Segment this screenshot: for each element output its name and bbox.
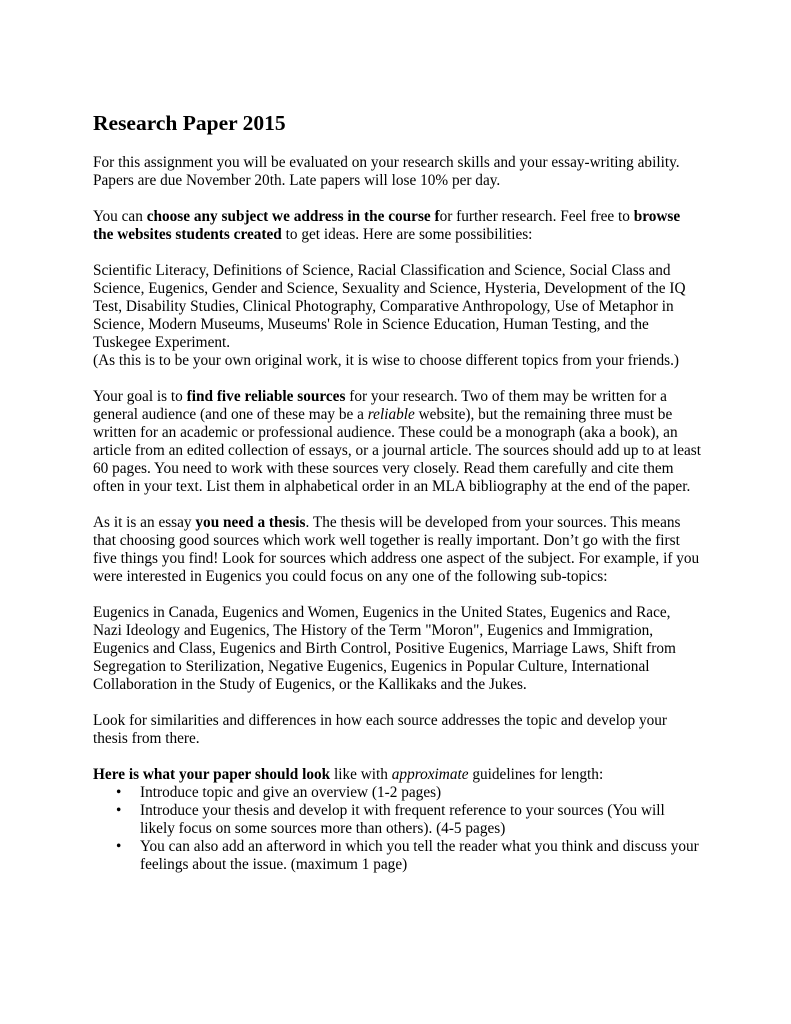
- choose-subject-paragraph: [93, 208, 703, 244]
- bullet-icon: •: [116, 838, 122, 855]
- text-run: like with: [330, 766, 392, 783]
- list-item: [93, 838, 703, 874]
- topics-note: (As this is to be your own original work, it is wise to choose different topics from your friends.): [93, 352, 680, 369]
- bold-run: find five reliable sources: [186, 388, 346, 405]
- text-run: to get ideas. Here are some possibilities:: [281, 226, 533, 243]
- text-run: guidelines for length:: [468, 766, 604, 783]
- structure-list: [93, 784, 703, 874]
- intro-paragraph: [93, 154, 703, 190]
- bold-run: you need a thesis: [195, 514, 306, 531]
- text-run: You can: [93, 208, 147, 225]
- topics-paragraph: [93, 262, 703, 370]
- topics-list: Scientific Literacy, Definitions of Science, Racial Classification and Science, Social Class and Science, Eugenics, Gender and Science, Sexuality and Science, Hysteria, Development of the IQ Test, Disability Studies, Clinical Photography, Comparative Anthropology, Use of Metaphor in Science, Modern Museums, Museums' Role in Science Education, Human Testing, and the Tuskegee Experiment.: [93, 262, 686, 351]
- text-run: Your goal is to: [93, 388, 187, 405]
- similarities-paragraph: Look for similarities and differences in how each source addresses the topic and develop your thesis from there.: [93, 712, 668, 747]
- sources-paragraph: [93, 388, 703, 496]
- list-item: [93, 802, 703, 838]
- list-item-text: Introduce your thesis and develop it with frequent reference to your sources (You will likely focus on some sources more than others). (4-5 pages): [140, 802, 665, 837]
- bullet-icon: •: [116, 802, 122, 819]
- italic-run: reliable: [367, 406, 415, 423]
- text-run: . The thesis will be developed from your sources. This means that choosing good sources which work well together is really important. Don’t go with the first five things you find! Look for sources which address one aspect of the subject. For example, if you were interested in Eugenics you could focus on any one of the following sub-topics:: [93, 514, 700, 585]
- intro-line-1: For this assignment you will be evaluated on your research skills and your essay-writing ability.: [93, 154, 680, 171]
- bullet-icon: •: [116, 784, 122, 801]
- bold-run: browse the websites students created: [93, 208, 681, 243]
- intro-line-2: Papers are due November 20th. Late papers will lose 10% per day.: [93, 172, 501, 189]
- thesis-paragraph: [93, 514, 703, 586]
- structure-heading: [93, 766, 703, 784]
- document-title: Research Paper 2015: [93, 111, 286, 135]
- text-run: website), but the remaining three must be written for an academic or professional audience. These could be a monograph (aka a book), an article from an edited collection of essays, or a journal article. The sources should add up to at least 60 pages. You need to work with these sources very closely. Read them carefully and cite them often in your text. List them in alphabetical order in an MLA bibliography at the end of the paper.: [93, 406, 701, 495]
- text-run: As it is an essay: [93, 514, 196, 531]
- list-item-text: Introduce topic and give an overview (1-2 pages): [140, 784, 442, 801]
- structure-section: [93, 766, 703, 874]
- bold-run: Here is what your paper should look: [93, 766, 331, 783]
- text-run: or further research. Feel free to: [439, 208, 634, 225]
- bold-run: choose any subject we address in the course f: [146, 208, 440, 225]
- text-run: for your research. Two of them may be written for a general audience (and one of these may be a: [93, 388, 667, 423]
- list-item: [93, 784, 703, 802]
- list-item-text: You can also add an afterword in which you tell the reader what you think and discuss your feelings about the issue. (maximum 1 page): [140, 838, 699, 873]
- document-page: [93, 110, 703, 874]
- italic-run: approximate: [391, 766, 469, 783]
- subtopics-paragraph: Eugenics in Canada, Eugenics and Women, Eugenics in the United States, Eugenics and Race, Nazi Ideology and Eugenics, The History of the Term "Moron", Eugenics and Immigration, Eugenics and Class, Eugenics and Birth Control, Positive Eugenics, Marriage Laws, Shift from Segregation to Sterilization, Negative Eugenics, Eugenics in Popular Culture, International Collaboration in the Study of Eugenics, or the Kallikaks and the Jukes.: [93, 604, 676, 693]
